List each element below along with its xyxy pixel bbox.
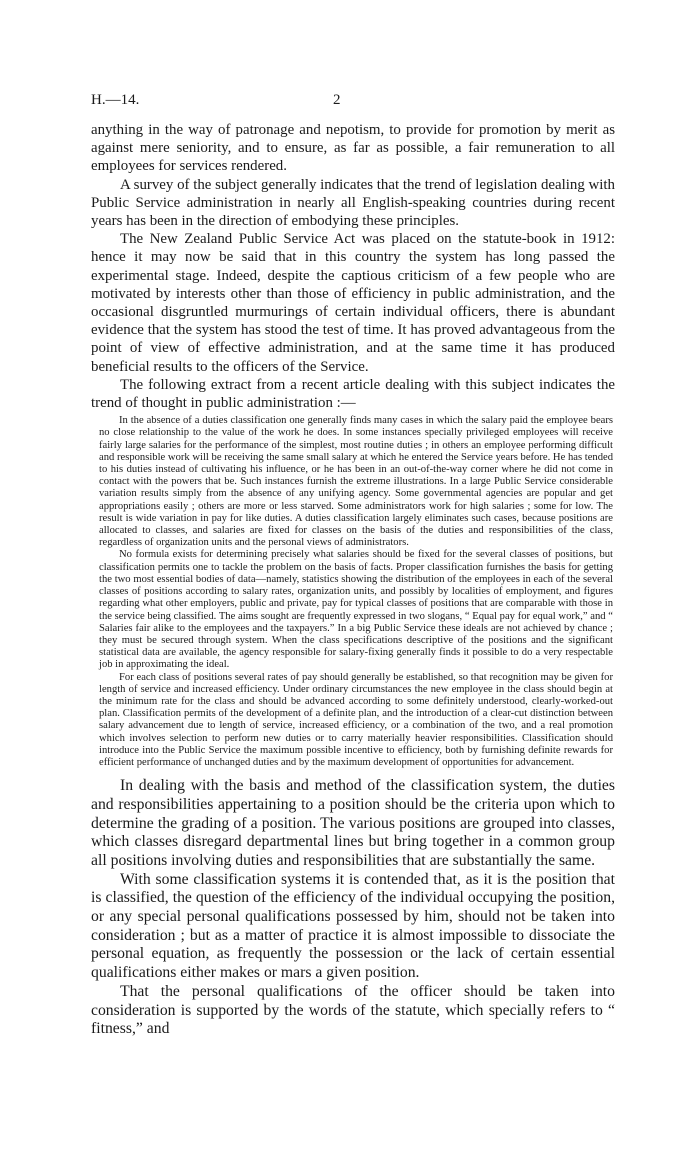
body-paragraph: In dealing with the basis and method of the classification system, the duties and responsibilities appertaining to a position should be the criteria upon which to determine the grading of a position. The various positions are grouped into classes, which classes disregard departmental lines but bring together in a common group all positions involving duties and responsibilities that are substantially the same. (91, 777, 615, 869)
quote-paragraph: In the absence of a duties classification one generally finds many cases in which the salary paid the employee bears no close relationship to the value of the work he does. In some instances specially privileged employees will receive fairly large salaries for the performance of the simplest, most routine duties ; in others an employee performing difficult and responsible work will be receiving the same small salary at which he entered the Service years before. He has tended to his duties instead of cultivating his influence, or he has been in an out-of-the-way corner where he did not come in contact with the powers that be. Such instances furnish the extreme illustrations. In a large Public Service considerable variation results simply from the absence of any unifying agency. Some governmental agencies are popular and get appropriations easily ; others are more or less starved. Some administrators work for high salaries ; some for low. The result is wide variation in pay for like duties. A duties classification largely eliminates such cases, because positions are allocated to classes, and salaries are fixed for classes on the basis of the duties and responsibilities of the class, regardless of organization units and the personal views of administrators. (99, 415, 613, 549)
body-paragraph: The New Zealand Public Service Act was placed on the statute-book in 1912: hence it may now be said that in this country the system has long passed the experimental stage. Indeed, despite the captious criticism of a few people who are motivated by interests other than those of efficiency in public administration, and the occasional disgruntled murmurings of certain individual officers, there is abundant evidence that the system has stood the test of time. It has proved advantageous from the point of view of effective administration, and at the same time it has produced beneficial results to the officers of the Service. (91, 231, 615, 375)
quoted-extract (91, 415, 615, 769)
quote-paragraph: No formula exists for determining precisely what salaries should be fixed for the several classes of positions, but classification permits one to tackle the problem on the basis of facts. Proper classification furnishes the basis for getting the two most essential bodies of data—namely, statistics showing the distribution of the employees in each of the several classes of positions according to salary rates, organization units, and possibly by localities of employment, and figures regarding what other employers, public and private, pay for typical classes of positions that are comparable with those in the service being classified. The aims sought are frequently expressed in two slogans, “ Equal pay for equal work,” and “ Salaries fair alike to the employees and the taxpayers.” In a big Public Service these ideals are not achieved by chance ; they must be secured through system. When the class specifications descriptive of the positions and the significant statistical data are available, the agency responsible for salary-fixing generally finds it possible to do a very respectable job in approximating the ideal. (99, 549, 613, 671)
body-paragraph: anything in the way of patronage and nepotism, to provide for promotion by merit as against mere seniority, and to ensure, as far as possible, a fair remuneration to all employees for services rendered. (91, 122, 615, 175)
page-number: 2 (333, 92, 341, 108)
body-paragraph: With some classification systems it is contended that, as it is the position that is classified, the question of the efficiency of the individual occupying the position, or any special personal qualifications possessed by him, should not be taken into consideration ; but as a matter of practice it is almost impossible to dissociate the personal equation, as frequently the possession or the lack of certain essential qualifications either makes or mars a given position. (91, 870, 615, 982)
page-header (91, 92, 611, 112)
quote-paragraph: For each class of positions several rates of pay should generally be established, so that recognition may be given for length of service and increased efficiency. Under ordinary circumstances the new employee in the class should begin at the minimum rate for the class and should be advanced according to some definitely understood, clearly-worked-out plan. Classification permits of the development of a definite plan, and the introduction of a clear-cut distinction between salary advancement due to length of service, increased efficiency, or a combination of the two, and a real promotion which involves selection to perform new duties or to carry materially heavier responsibilities. Classification should introduce into the Public Service the maximum possible incentive to efficiency, both by furnishing definite rewards for efficient performance of unchanged duties and by the maximum development of opportunities for advancement. (99, 671, 613, 768)
document-body (91, 121, 615, 1039)
body-paragraph: A survey of the subject generally indicates that the trend of legislation dealing with Public Service administration in nearly all English-speaking countries during recent years has been in the direction of embodying these principles. (91, 176, 615, 230)
body-paragraph: That the personal qualifications of the officer should be taken into consideration is supported by the words of the statute, which specially refers to “ fitness,” and (91, 982, 615, 1038)
body-paragraph: The following extract from a recent article dealing with this subject indicates the trend of thought in public administration :— (91, 376, 615, 412)
document-reference: H.—14. (91, 92, 140, 108)
